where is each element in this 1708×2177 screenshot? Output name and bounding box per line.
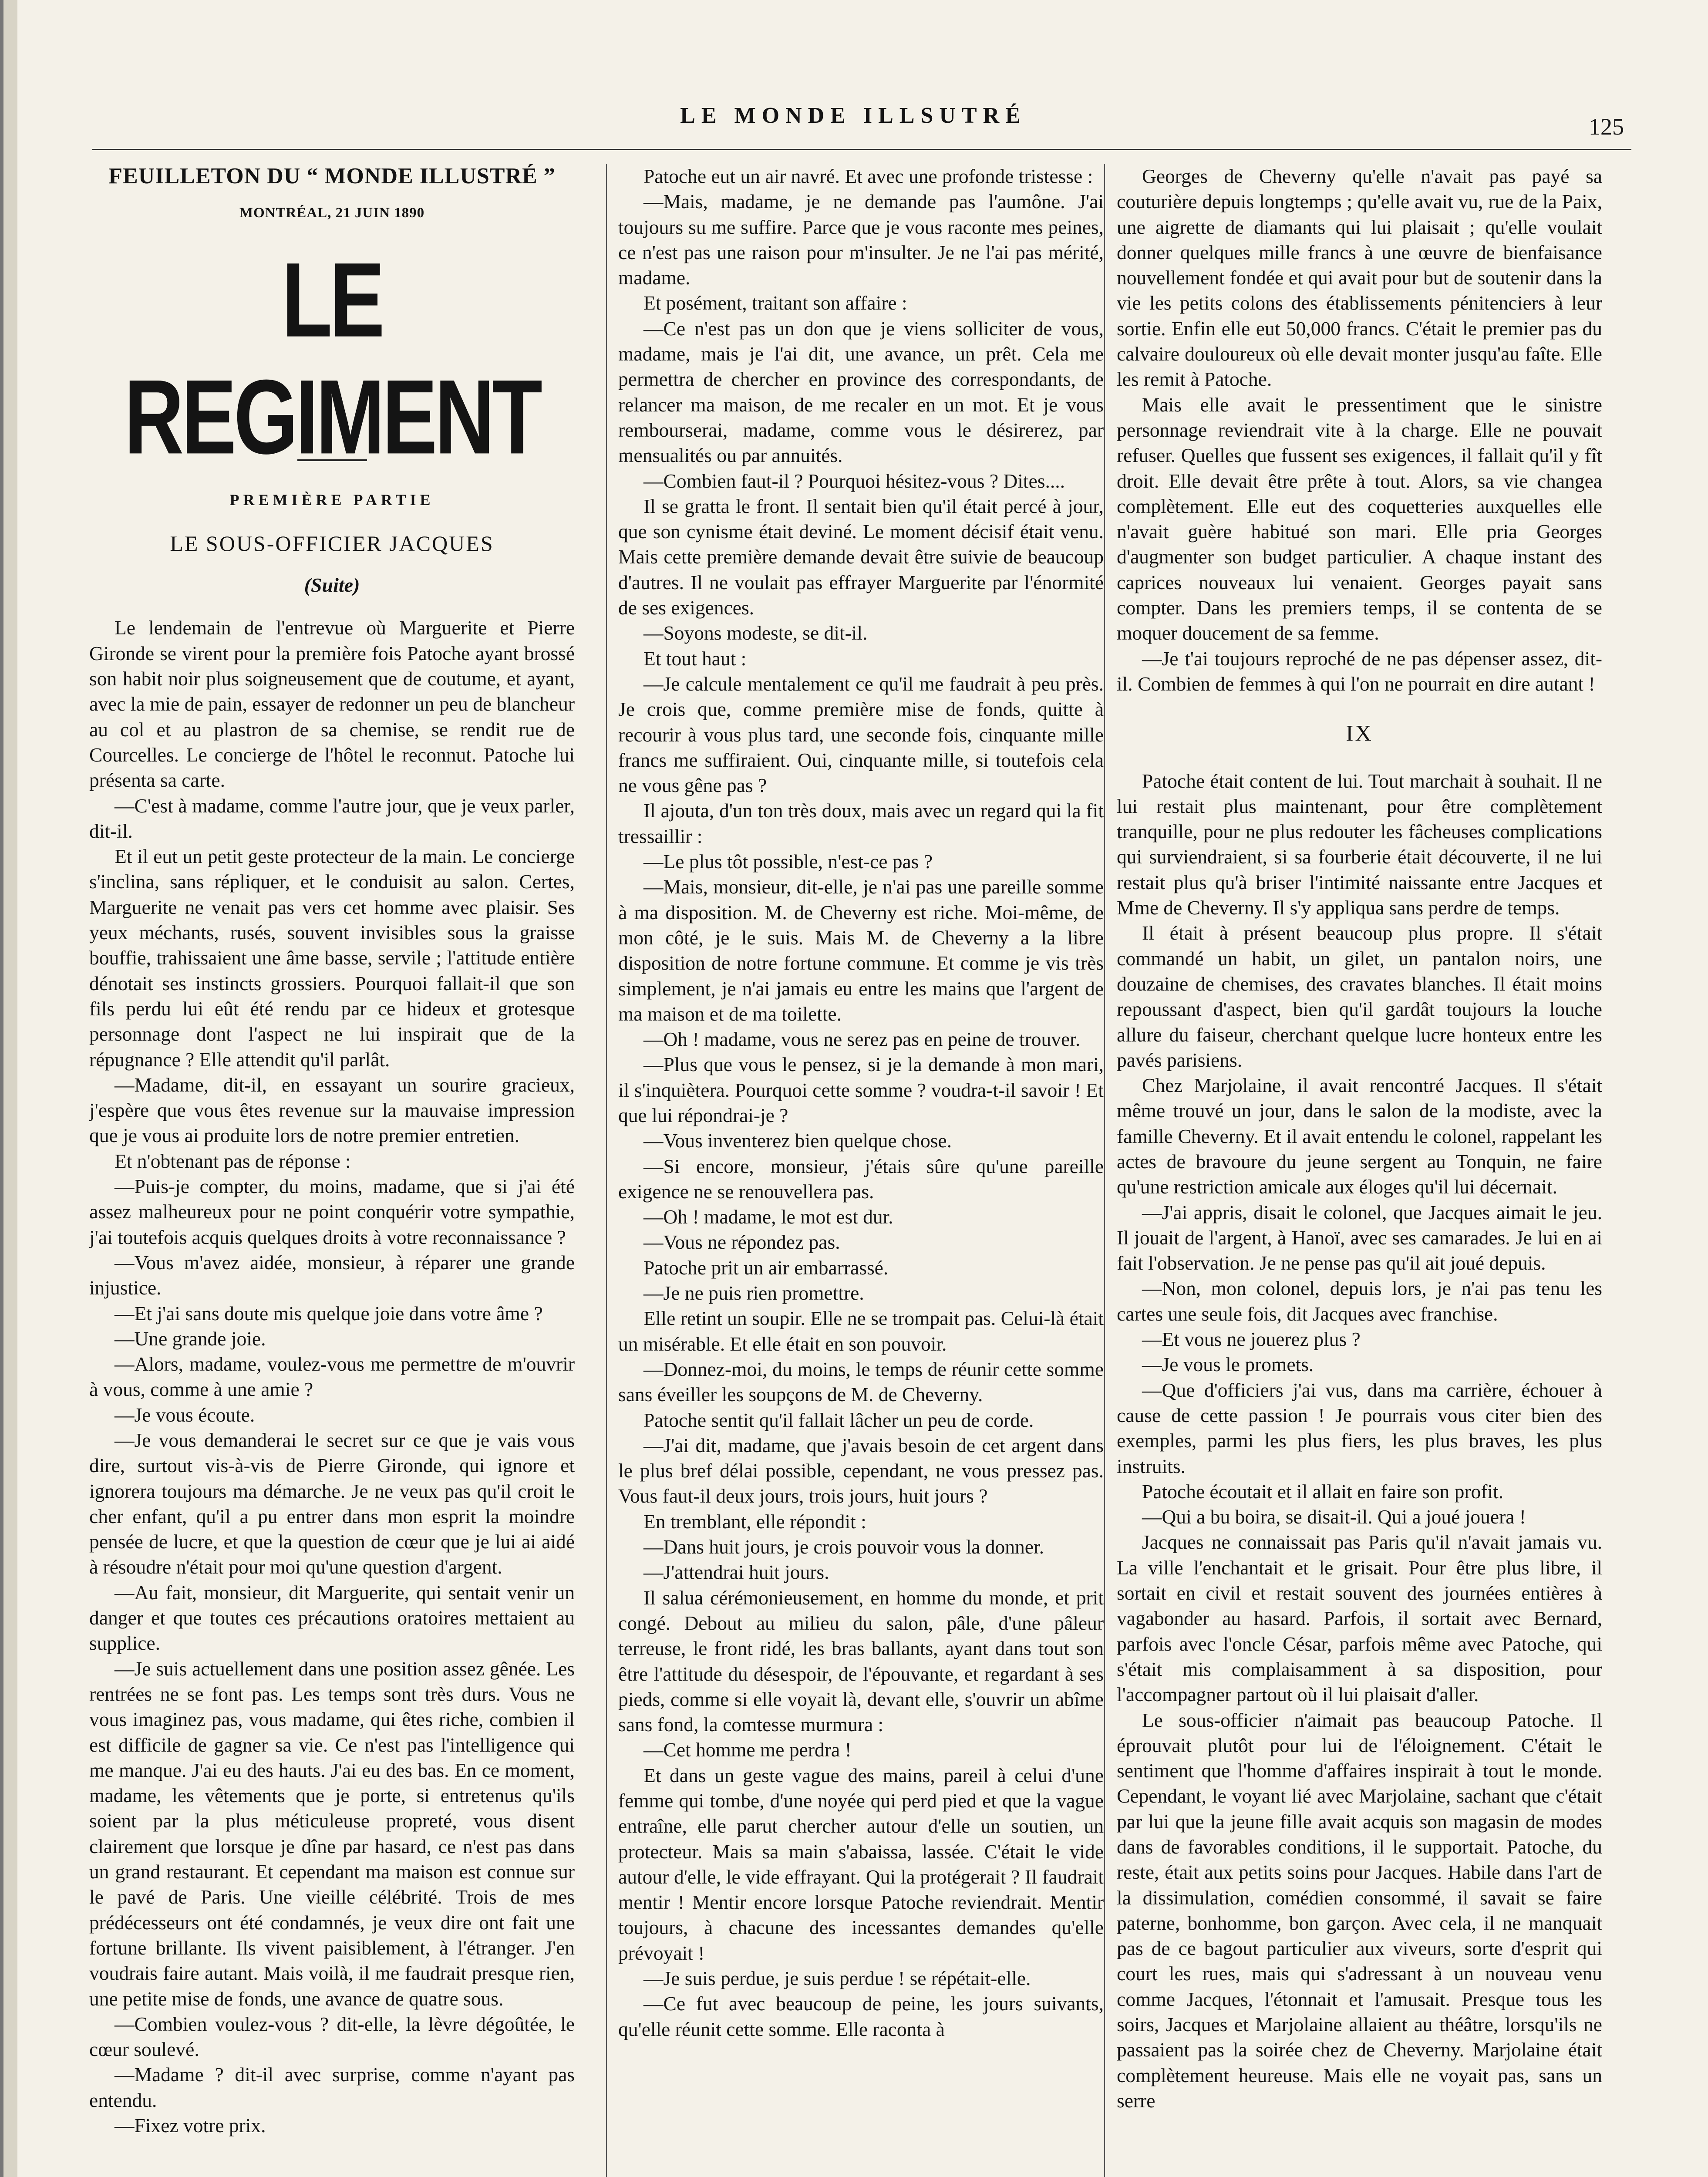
paragraph: —Madame, dit-il, en essayant un sourire gracieux, j'espère que vous êtes revenue sur la mauvaise impression que je vous ai produite lors de notre premier entretien.: [89, 1073, 575, 1147]
paragraph: Mais elle avait le pressentiment que le sinistre personnage reviendrait vite à la charge. Elle ne pouvait refuser. Quelles que fussent ses exigences, il fallait qu'il y fît droit. Elle devait être prête à tout. Alors, sa vie changea complètement. Elle eut des coquetteries auxquelles elle n'avait guère habitué son mari. Elle pria Georges d'augmenter son budget particulier. A chaque instant des caprices nouveaux lui venaient. Georges payait sans compter. Dans les premiers temps, il se contenta de se moquer doucement de sa femme.: [1117, 393, 1602, 644]
paragraph: —Mais, monsieur, dit-elle, je n'ai pas une pareille somme à ma disposition. M. de Cheverny est riche. Moi-même, de mon côté, je le suis. Mais M. de Cheverny a la libre disposition de notre fortune commune. Et comme je vis très simplement, je n'ai jamais eu entre les mains que l'argent de ma maison et de ma toilette.: [618, 876, 1104, 1025]
running-title: LE MONDE ILLSUTRÉ: [680, 103, 1027, 128]
column-2: [618, 164, 1104, 2177]
paragraph: —Combien faut-il ? Pourquoi hésitez-vous ? Dites....: [643, 469, 1065, 492]
paragraph: Il était à présent beaucoup plus propre. Il s'était commandé un habit, un gilet, un pantalon noirs, une douzaine de chemises, des cravates blanches. Il était moins repoussant d'aspect, bien qu'il gardât toujours la louche allure du faiseur, cherchant quelque lucre honteux entre les pavés parisiens.: [1117, 922, 1602, 1071]
paragraph: —Alors, madame, voulez-vous me permettre de m'ouvrir à vous, comme à une amie ?: [89, 1353, 575, 1401]
paragraph: Et tout haut :: [643, 647, 747, 670]
paragraph: —Vous inventerez bien quelque chose.: [643, 1129, 952, 1152]
column-3-body-top: [1117, 164, 1602, 697]
paragraph: —Je calcule mentalement ce qu'il me faudrait à peu près. Je crois que, comme première mise de fonds, quitte à recourir à vous plus tard, une seconde fois, cinquante mille francs me suffiraient. Oui, cinquante mille, si toutefois cela ne vous gêne pas ?: [618, 672, 1104, 797]
paragraph: —Ce fut avec beaucoup de peine, les jours suivants, qu'elle réunit cette somme. Elle raconta à: [618, 1992, 1104, 2040]
paragraph: —Le plus tôt possible, n'est-ce pas ?: [643, 850, 933, 873]
paragraph: Il se gratta le front. Il sentait bien qu'il était percé à jour, que son cynisme était deviné. Le moment décisif était venu. Mais cette première demande devait être suivie de beaucoup d'autres. Il ne voulait pas effrayer Marguerite par l'énormité de ses exigences.: [618, 495, 1104, 619]
paragraph: —Je vous le promets.: [1142, 1353, 1314, 1376]
paragraph: Il salua cérémonieusement, en homme du monde, et prit congé. Debout au milieu du salon, pâle, d'une pâleur terreuse, le front ridé, les bras ballants, ayant dans tout son être l'attitude du désespoir, de l'épouvante, et regardant à ses pieds, comme si elle voyait là, devant elle, s'ouvrir un abîme sans fond, la comtesse murmura :: [618, 1586, 1104, 1736]
paragraph: Patoche était content de lui. Tout marchait à souhait. Il ne lui restait plus maintenant, pour être complètement tranquille, pour ne plus redouter les fâcheuses complications qui surviendraient, si sa fourberie était découverte, il ne lui restait plus qu'à briser l'intimité naissante entre Jacques et Mme de Cheverny. Il s'y appliqua sans perdre de temps.: [1117, 769, 1602, 919]
story-title: LE REGIMENT: [124, 241, 540, 476]
paragraph: —Vous ne répondez pas.: [643, 1231, 840, 1254]
paragraph: —C'est à madame, comme l'autre jour, que je veux parler, dit-il.: [89, 794, 575, 842]
paragraph: —Oh ! madame, vous ne serez pas en peine de trouver.: [643, 1028, 1081, 1051]
suite-label: (Suite): [304, 574, 360, 596]
paragraph: —Combien voulez-vous ? dit-elle, la lèvre dégoûtée, le cœur soulevé.: [89, 2012, 575, 2061]
paragraph: —Fixez votre prix.: [115, 2114, 266, 2137]
paragraph: —Cet homme me perdra !: [643, 1739, 852, 1761]
paragraph: Chez Marjolaine, il avait rencontré Jacques. Il s'était même trouvé un jour, dans le salon de la modiste, avec la famille Cheverny. Et il avait entendu le colonel, rappelant les actes de bravoure du jeune sergent au Tonquin, ne faire qu'une restriction amicale aux éloges qu'il lui décernait.: [1117, 1074, 1602, 1198]
paragraph: —J'ai dit, madame, que j'avais besoin de cet argent dans le plus bref délai possible, cependant, ne vous pressez pas. Vous faut-il deux jours, trois jours, huit jours ?: [618, 1434, 1104, 1507]
paragraph: Georges de Cheverny qu'elle n'avait pas payé sa couturière depuis longtemps ; qu'elle avait vu, rue de la Paix, une aigrette de diamants qui lui plaisait ; qu'elle voulait donner quelques mille francs à une œuvre de bienfaisance nouvellement fondée et qui avait pour but de soutenir dans la vie les petits colons des établissements pénitenciers à leur sortie. Enfin elle eut 50,000 francs. C'était le premier pas du calvaire douloureux où elle devait monter jusqu'au faîte. Elle les remit à Patoche.: [1117, 165, 1602, 391]
paragraph: —Oh ! madame, le mot est dur.: [643, 1206, 893, 1228]
paragraph: Le lendemain de l'entrevue où Marguerite et Pierre Gironde se virent pour la première fois Patoche ayant brossé son habit noir plus soigneusement que de coutume, et ayant, avec la mie de pain, essayer de redonner un peu de blancheur au col et au plastron de sa chemise, se rendit rue de Courcelles. Le concierge de l'hôtel le reconnut. Patoche lui présenta sa carte.: [89, 617, 575, 792]
paragraph: Elle retint un soupir. Elle ne se trompait pas. Celui-là était un misérable. Et elle était en son pouvoir.: [618, 1307, 1104, 1355]
paragraph: —Je suis actuellement dans une position assez gênée. Les rentrées ne se font pas. Les temps sont très durs. Vous ne vous imaginez pas, vous madame, qui êtes riche, combien il est difficile de gagner sa vie. Ce n'est pas l'intelligence qui me manque. J'ai eu des hauts. J'ai eu des bas. En ce moment, madame, les vêtements que je porte, si entretenus qu'ils soient par la plus méticuleuse propreté, vous disent clairement que lorsque je dîne par hasard, ce n'est pas dans un grand restaurant. Et cependant ma maison est connue sur le pavé de Paris. Une vieille célébrité. Trois de mes prédécesseurs ont été condamnés, je veux dire ont fait une fortune brillante. Ils vivent paisiblement, à l'étranger. J'en voudrais faire autant. Mais voilà, il me faudrait presque rien, une petite mise de fonds, une avance de quatre sous.: [89, 1657, 575, 2010]
column-rule: [1104, 164, 1105, 2177]
column-1: [89, 164, 575, 2177]
paragraph: —Une grande joie.: [115, 1327, 266, 1350]
paragraph: —Plus que vous le pensez, si je la demande à mon mari, il s'inquiètera. Pourquoi cette somme ? voudra-t-il savoir ! Et que lui répondrai-je ?: [618, 1053, 1104, 1126]
paragraph: —J'ai appris, disait le colonel, que Jacques aimait le jeu. Il jouait de l'argent, à Hanoï, avec ses camarades. Je lui en ai fait l'observation. Je ne pense pas qu'il ait joué depuis.: [1117, 1201, 1602, 1274]
column-3-body-bottom: [1117, 768, 1602, 2114]
part-label: PREMIÈRE PARTIE: [229, 491, 435, 509]
paragraph: —Ce n'est pas un don que je viens solliciter de vous, madame, mais je l'ai dit, une avance, un prêt. Cela me permettra de chercher en province des correspondants, de relancer ma maison, de me recaler en un mot. Et je vous rembourserai, madame, comme vous le désirerez, par mensualités ou par annuités.: [618, 317, 1104, 467]
paragraph: —Je ne puis rien promettre.: [643, 1282, 864, 1304]
paragraph: —Je vous écoute.: [115, 1403, 255, 1426]
paragraph: Le sous-officier n'aimait pas beaucoup Patoche. Il éprouvait plutôt pour lui de l'éloignement. C'était le sentiment que l'homme d'affaires inspirait à tout le monde. Cependant, le voyant lié avec Marjolaine, sachant que c'était par lui que la jeune fille avait acquis son magasin de modes dans de favorables conditions, il le supportait. Patoche, du reste, était aux petits soins pour Jacques. Habile dans l'art de la dissimulation, comédien consommé, il savait se faire paterne, bonhomme, bon garçon. Avec cela, il ne manquait pas de ce bagout particulier aux viveurs, sorte d'esprit qui court les rues, mais qui s'adressant à un nouveau venu comme Jacques, l'étonnait et l'amusait. Presque tous les soirs, Jacques et Marjolaine allaient au théâtre, lorsqu'ils ne passaient pas la soirée chez de Cheverny. Marjolaine était complètement heureuse. Mais elle ne voyait pas, sans un serre: [1117, 1709, 1602, 2112]
paragraph: Et posément, traitant son affaire :: [643, 292, 907, 314]
paragraph: Patoche eut un air navré. Et avec une profonde tristesse :: [643, 165, 1093, 187]
paragraph: Patoche écoutait et il allait en faire son profit.: [1142, 1480, 1504, 1503]
paragraph: —Je suis perdue, je suis perdue ! se répétait-elle.: [643, 1967, 1031, 1990]
paragraph: —Et j'ai sans doute mis quelque joie dans votre âme ?: [115, 1302, 543, 1324]
column-2-body: [618, 164, 1104, 2042]
paragraph: Et n'obtenant pas de réponse :: [115, 1149, 351, 1172]
paragraph: —Madame ? dit-il avec surprise, comme n'ayant pas entendu.: [89, 2063, 575, 2111]
paragraph: —Et vous ne jouerez plus ?: [1142, 1328, 1361, 1351]
paragraph: Patoche sentit qu'il fallait lâcher un peu de corde.: [643, 1409, 1034, 1431]
column-1-body: [89, 615, 575, 2138]
chapter-title: LE SOUS-OFFICIER JACQUES: [170, 531, 494, 556]
chapter-heading: IX: [1346, 721, 1373, 746]
page-number: 125: [1589, 114, 1624, 140]
paragraph: —Vous m'avez aidée, monsieur, à réparer une grande injustice.: [89, 1251, 575, 1299]
paragraph: —Que d'officiers j'ai vus, dans ma carrière, échouer à cause de cette passion ! Je pourrais vous citer bien des exemples, parmi les plus fiers, les plus braves, les plus instruits.: [1117, 1378, 1602, 1477]
paragraph: —Je vous demanderai le secret sur ce que je vais vous dire, surtout vis-à-vis de Pierre Gironde, qui ignore et ignorera toujours ma démarche. Je ne veux pas qu'il croit le cher enfant, qu'il a pu entrer dans mon esprit la moindre pensée de lucre, et que la question de cœur que je lui ai aidé à résoudre n'était pour moi qu'une question d'argent.: [89, 1429, 575, 1578]
paragraph: Il ajouta, d'un ton très doux, mais avec un regard qui la fit tressaillir :: [618, 799, 1104, 847]
paragraph: —Si encore, monsieur, j'étais sûre qu'une pareille exigence ne se renouvellera pas.: [618, 1155, 1104, 1203]
paragraph: Jacques ne connaissait pas Paris qu'il n'avait jamais vu. La ville l'enchantait et le grisait. Pour être plus libre, il sortait en civil et restait souvent des journées entières à vagabonder au hasard. Parfois, il sortait avec Bernard, parfois avec l'oncle César, parfois même avec Patoche, qui s'était mis complaisamment à sa disposition, pour l'accompagner partout où il lui plaisait d'aller.: [1117, 1531, 1602, 1706]
page-binding-edge: [0, 0, 17, 2177]
paragraph: —Au fait, monsieur, dit Marguerite, qui sentait venir un danger et que toutes ces précautions oratoires mettaient au supplice.: [89, 1581, 575, 1655]
column-rule: [606, 164, 607, 2177]
paragraph: En tremblant, elle répondit :: [643, 1510, 866, 1533]
paragraph: Et il eut un petit geste protecteur de la main. Le concierge s'inclina, sans répliquer, et le conduisit au salon. Certes, Marguerite ne venait pas vers cet homme avec plaisir. Ses yeux méchants, rusés, souvent invisibles sous la graisse bouffie, trahissaient une âme basse, servile ; l'attitude entière dénotait ses instincts grossiers. Pourquoi fallait-il que son fils perdu lui eût été rendu par ce hideux et grotesque personnage dont l'aspect ne lui inspirait que de la répugnance ? Elle attendit qu'il parlât.: [89, 845, 575, 1071]
column-3: [1117, 164, 1602, 2177]
paragraph: Et dans un geste vague des mains, pareil à celui d'une femme qui tombe, d'une noyée qui perd pied et que la vague entraîne, elle parut chercher autour d'elle un soutien, un protecteur. Mais sa main s'abaissa, lassée. C'était le vide autour d'elle, le vide effrayant. Qui la protégerait ? Il faudrait mentir ! Mentir encore lorsque Patoche reviendrait. Mentir toujours, à chacune des incessantes demandes qu'elle prévoyait !: [618, 1764, 1104, 1964]
paragraph: —Mais, madame, je ne demande pas l'aumône. J'ai toujours su me suffire. Parce que je vous raconte mes peines, ce n'est pas une raison pour m'insulter. Je ne l'ai pas mérité, madame.: [618, 190, 1104, 289]
paragraph: —Qui a bu boira, se disait-il. Qui a joué jouera !: [1142, 1506, 1526, 1528]
paragraph: —J'attendrai huit jours.: [643, 1561, 829, 1584]
feuilleton-title: FEUILLETON DU “ MONDE ILLUSTRÉ ”: [108, 164, 556, 189]
paragraph: —Dans huit jours, je crois pouvoir vous la donner.: [643, 1536, 1044, 1558]
paragraph: Patoche prit un air embarrassé.: [643, 1256, 889, 1279]
paragraph: —Puis-je compter, du moins, madame, que si j'ai été assez malheureux pour ne point conquérir votre sympathie, j'ai toutefois acquis quelques droits à votre reconnaissance ?: [89, 1175, 575, 1248]
header-rule: [92, 149, 1631, 150]
paragraph: —Je t'ai toujours reproché de ne pas dépenser assez, dit-il. Combien de femmes à qui l'on ne pourrait en dire autant !: [1117, 647, 1602, 695]
paragraph: —Donnez-moi, du moins, le temps de réunir cette somme sans éveiller les soupçons de M. de Cheverny.: [618, 1358, 1104, 1406]
paragraph: —Soyons modeste, se dit-il.: [643, 622, 868, 644]
paragraph: —Non, mon colonel, depuis lors, je n'ai pas tenu les cartes une seule fois, dit Jacques avec franchise.: [1117, 1277, 1602, 1325]
dateline: MONTRÉAL, 21 JUIN 1890: [239, 205, 425, 221]
